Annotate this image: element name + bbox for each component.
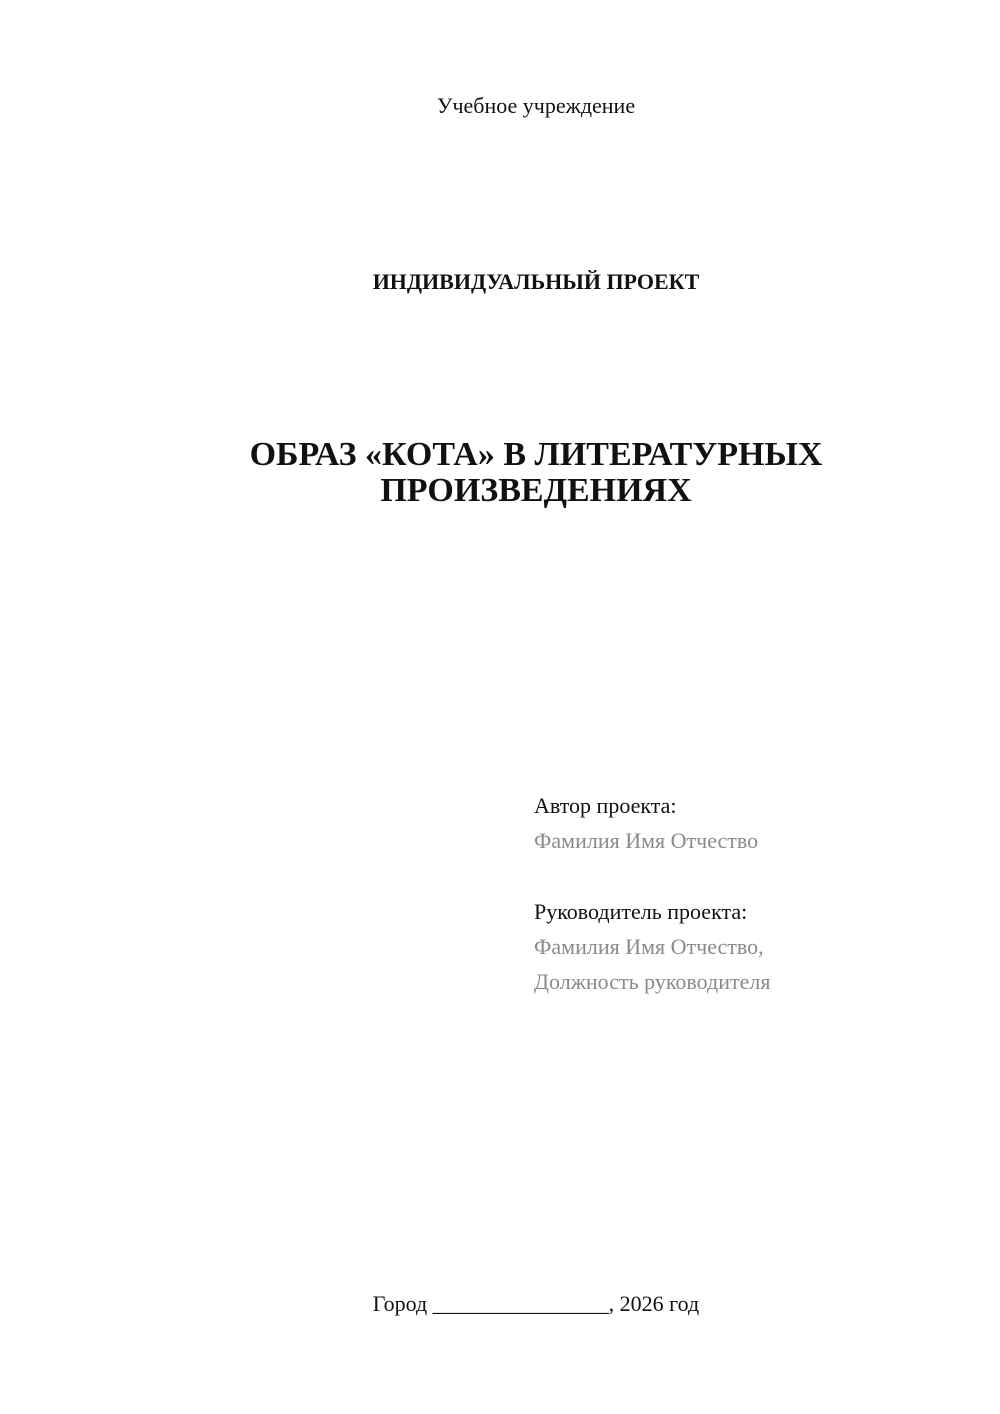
project-title [0, 437, 1000, 509]
year-text: , 2026 год [608, 1291, 700, 1316]
supervisor-position: Должность руководителя [534, 969, 771, 994]
author-name: Фамилия Имя Отчество [534, 828, 759, 853]
city-label: Город [372, 1291, 428, 1316]
project-type: ИНДИВИДУАЛЬНЫЙ ПРОЕКТ [372, 269, 700, 294]
institution-name: Учебное учреждение [436, 93, 636, 118]
city-blank: ________________ [432, 1291, 609, 1316]
project-title-line-2: ПРОИЗВЕДЕНИЯХ [380, 472, 692, 509]
credits-spacer [534, 858, 974, 894]
credits-block [534, 788, 974, 999]
author-label: Автор проекта: [534, 793, 677, 818]
supervisor-label: Руководитель проекта: [534, 899, 748, 924]
city-year-line [0, 1289, 1000, 1319]
supervisor-name: Фамилия Имя Отчество, [534, 934, 764, 959]
project-title-line-1: ОБРАЗ «КОТА» В ЛИТЕРАТУРНЫХ [249, 436, 823, 473]
